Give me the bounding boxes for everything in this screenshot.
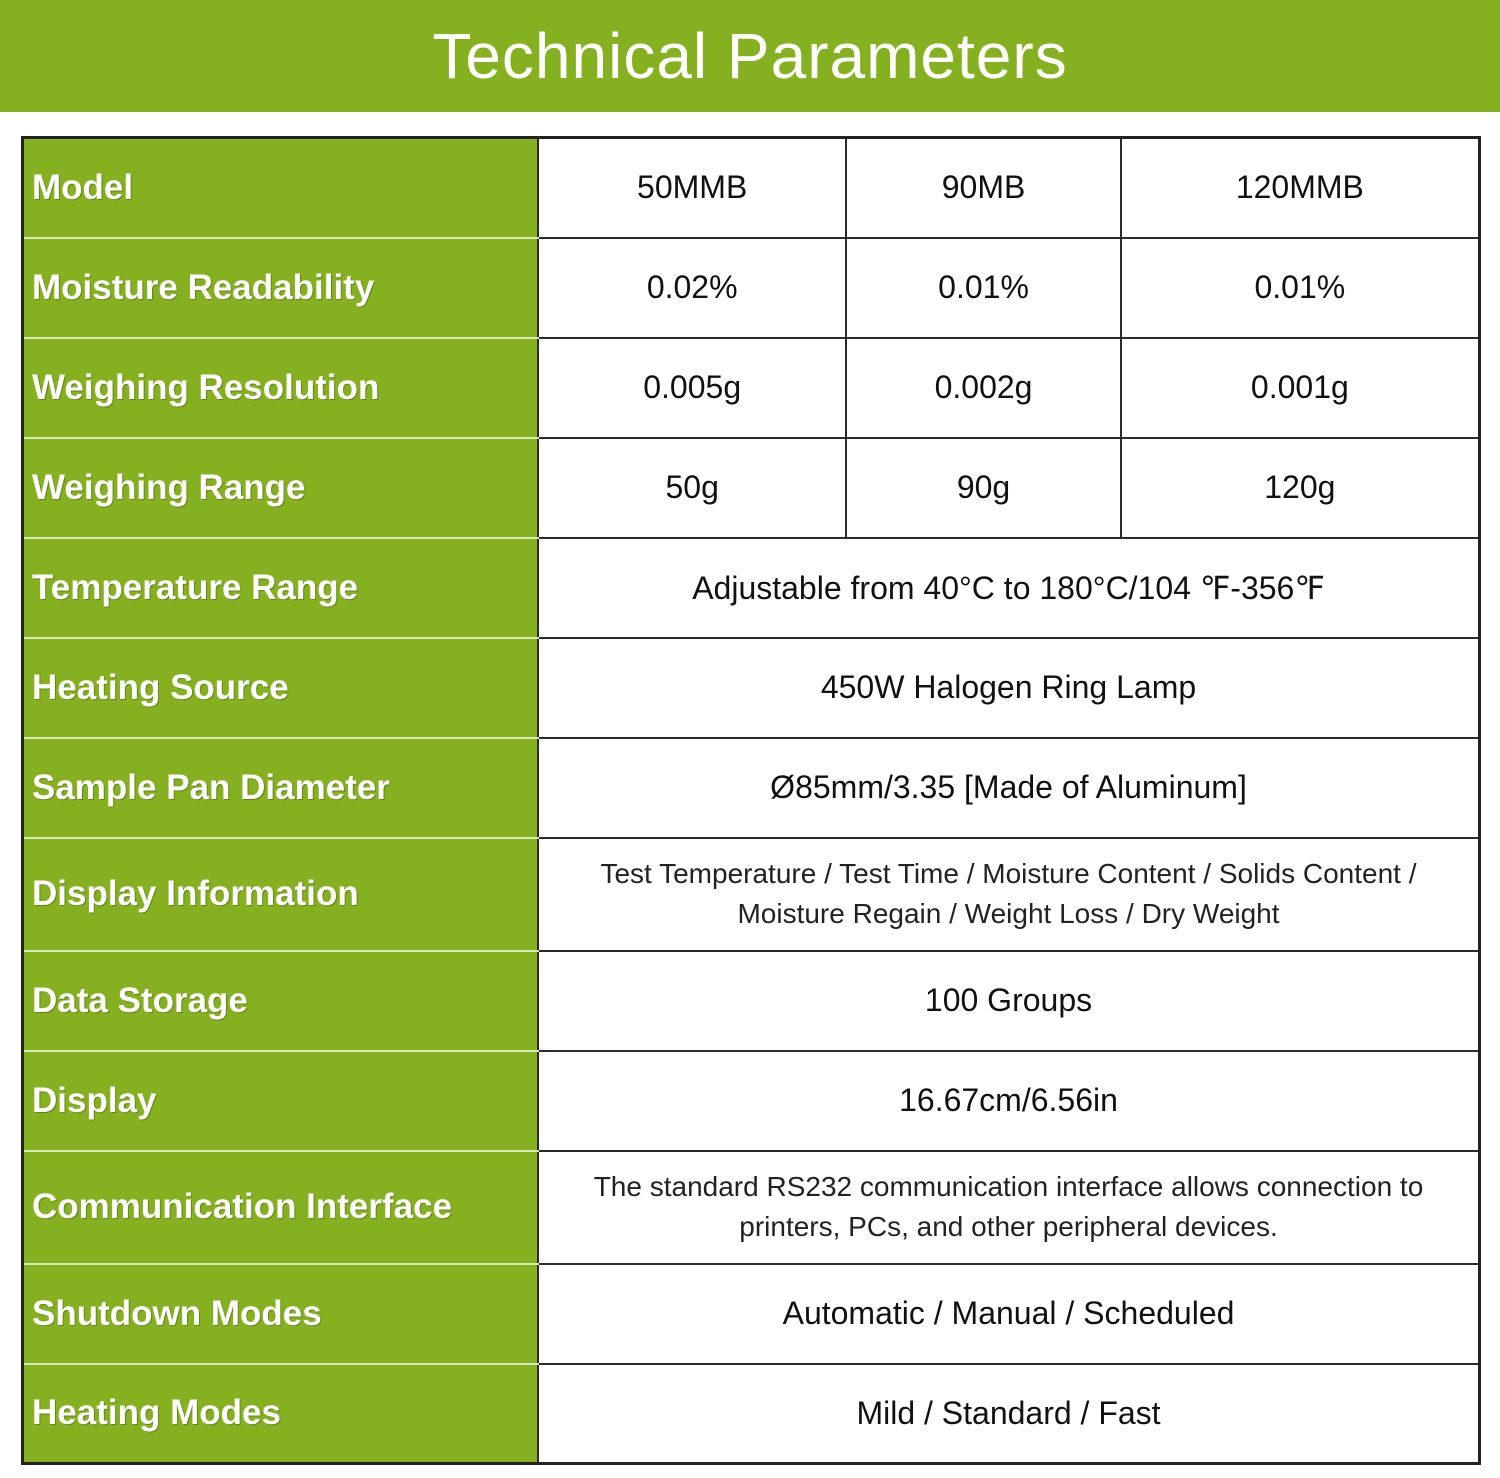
row-value: Ø85mm/3.35 [Made of Aluminum] (538, 738, 1480, 838)
row-value: 90MB (846, 138, 1120, 238)
row-label: Data Storage (23, 951, 539, 1051)
row-label: Weighing Range (23, 438, 539, 538)
row-value: 50MMB (538, 138, 846, 238)
table-row-weighing-range (23, 438, 1480, 538)
row-value: 0.02% (538, 238, 846, 338)
page-title: Technical Parameters (432, 20, 1068, 92)
row-label: Communication Interface (23, 1151, 539, 1264)
table-row-moisture-readability (23, 238, 1480, 338)
table-row-data-storage (23, 951, 1480, 1051)
table-row-shutdown-modes (23, 1264, 1480, 1364)
row-value-line: Test Temperature / Test Time / Moisture Content / Solids Content / (600, 858, 1417, 889)
row-value (538, 838, 1480, 951)
row-label: Moisture Readability (23, 238, 539, 338)
row-value: Adjustable from 40°C to 180°C/104 ℉-356℉ (538, 538, 1480, 638)
row-value: Automatic / Manual / Scheduled (538, 1264, 1480, 1364)
row-label: Display Information (23, 838, 539, 951)
row-value: 0.01% (1121, 238, 1480, 338)
row-value: 90g (846, 438, 1120, 538)
row-label: Heating Source (23, 638, 539, 738)
row-value: 16.67cm/6.56in (538, 1051, 1480, 1151)
table-row-display-information (23, 838, 1480, 951)
table-row-heating-modes (23, 1364, 1480, 1464)
row-label: Sample Pan Diameter (23, 738, 539, 838)
table-row-weighing-resolution (23, 338, 1480, 438)
table-row-heating-source (23, 638, 1480, 738)
row-value: 120g (1121, 438, 1480, 538)
row-value: 100 Groups (538, 951, 1480, 1051)
table-row-sample-pan-diameter (23, 738, 1480, 838)
table-row-model (23, 138, 1480, 238)
table-row-communication-interface (23, 1151, 1480, 1264)
row-value: Mild / Standard / Fast (538, 1364, 1480, 1464)
row-value (538, 1151, 1480, 1264)
row-value: 0.005g (538, 338, 846, 438)
row-label: Display (23, 1051, 539, 1151)
row-label: Shutdown Modes (23, 1264, 539, 1364)
row-value: 0.01% (846, 238, 1120, 338)
row-value-line: The standard RS232 communication interface allows connection to (593, 1171, 1424, 1202)
row-label: Heating Modes (23, 1364, 539, 1464)
row-value: 0.002g (846, 338, 1120, 438)
header-banner (0, 0, 1500, 112)
spec-table (21, 136, 1481, 1465)
row-label: Model (23, 138, 539, 238)
table-row-temperature-range (23, 538, 1480, 638)
row-label: Temperature Range (23, 538, 539, 638)
row-value: 450W Halogen Ring Lamp (538, 638, 1480, 738)
row-value-line: Moisture Regain / Weight Loss / Dry Weight (737, 898, 1280, 929)
row-value: 50g (538, 438, 846, 538)
row-value: 0.001g (1121, 338, 1480, 438)
row-label: Weighing Resolution (23, 338, 539, 438)
row-value: 120MMB (1121, 138, 1480, 238)
table-row-display (23, 1051, 1480, 1151)
row-value-line: printers, PCs, and other peripheral devices. (739, 1211, 1278, 1242)
